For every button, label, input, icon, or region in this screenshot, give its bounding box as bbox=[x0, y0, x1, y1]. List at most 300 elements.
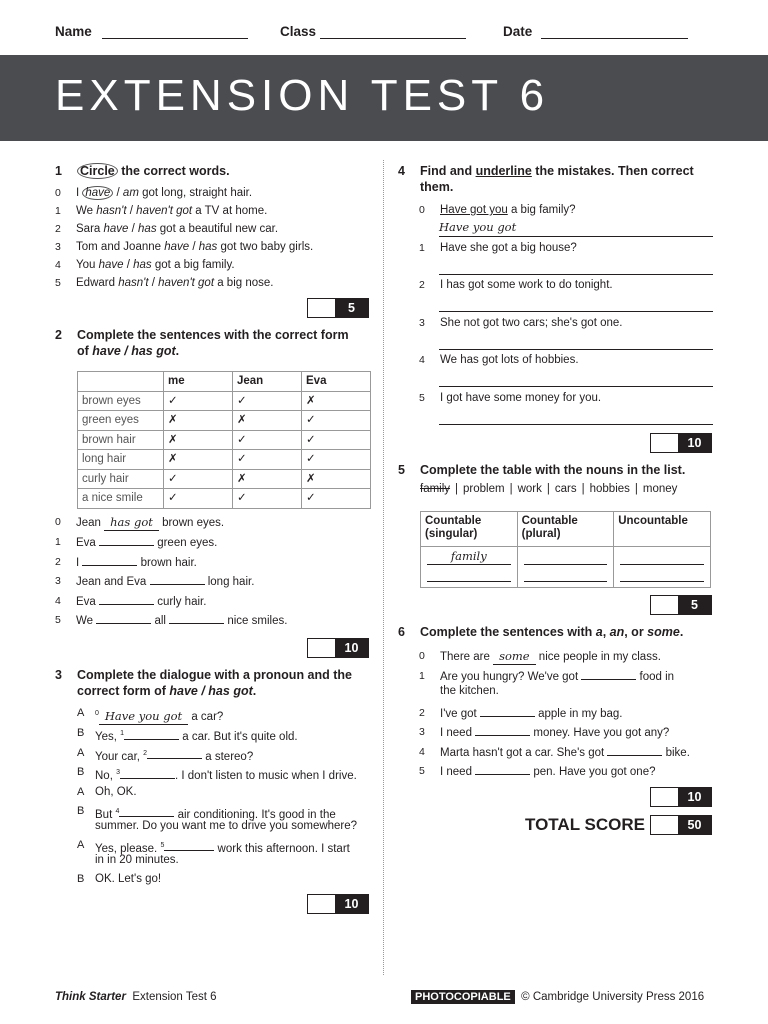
class-field[interactable] bbox=[320, 38, 466, 39]
header-line: (plural) bbox=[521, 528, 561, 540]
q5-word-list bbox=[420, 483, 677, 495]
answer-blank[interactable] bbox=[607, 745, 662, 756]
total-score-box[interactable] bbox=[650, 815, 712, 835]
option[interactable]: have bbox=[98, 259, 124, 271]
q5-number: 5 bbox=[398, 463, 405, 477]
table-cell: brown eyes bbox=[78, 391, 164, 411]
answer-blank[interactable] bbox=[164, 840, 214, 851]
q4-number: 4 bbox=[398, 164, 405, 178]
q2-items bbox=[55, 515, 375, 633]
answer-blank[interactable] bbox=[96, 613, 151, 624]
q2-score: 10 bbox=[335, 639, 368, 657]
q5-title: Complete the table with the nouns in the list. bbox=[420, 463, 686, 477]
gap-number: 1 bbox=[120, 730, 125, 737]
item-text: a car. But it's quite old. bbox=[179, 730, 298, 743]
item-text: nice people in my class. bbox=[535, 651, 661, 663]
item-text: brown eyes. bbox=[158, 517, 225, 529]
q4-score-box[interactable] bbox=[650, 433, 712, 453]
item-text: all bbox=[151, 615, 170, 627]
q5-score: 5 bbox=[678, 596, 711, 614]
table-cell: ✓ bbox=[302, 450, 371, 470]
q3-heading bbox=[55, 668, 375, 700]
gap-number: 2 bbox=[143, 749, 148, 757]
answer-blank[interactable] bbox=[475, 764, 530, 775]
underlined-mistake: Have got you bbox=[440, 204, 508, 216]
option[interactable]: has bbox=[198, 241, 218, 253]
speaker-label: B bbox=[77, 727, 85, 739]
table-row bbox=[78, 450, 371, 470]
option[interactable]: hasn't bbox=[96, 205, 127, 217]
dialogue-line bbox=[77, 706, 377, 726]
word-item: problem bbox=[463, 483, 505, 495]
item-text: the kitchen. bbox=[440, 684, 499, 697]
item-sep: / bbox=[113, 187, 123, 199]
dialogue-line bbox=[77, 838, 377, 872]
q4-title-post: the mistakes. Then correct bbox=[531, 164, 694, 178]
q1-item bbox=[55, 222, 375, 240]
item-text: nice smiles. bbox=[224, 615, 288, 627]
q1-item bbox=[55, 186, 375, 204]
item-number: 5 bbox=[55, 277, 61, 289]
q1-items bbox=[55, 186, 375, 294]
item-text: green eyes. bbox=[154, 537, 218, 549]
correction-line[interactable] bbox=[439, 220, 713, 237]
table-cell: ✗ bbox=[233, 469, 302, 489]
footer-copyright: © Cambridge University Press 2016 bbox=[521, 991, 705, 1003]
item-text: got a big family. bbox=[151, 259, 235, 271]
item-text: Edward bbox=[76, 277, 119, 289]
item-text: apple in my bag. bbox=[534, 707, 623, 720]
item-text: We has got lots of hobbies. bbox=[440, 354, 579, 366]
q2-table bbox=[77, 371, 371, 509]
table-cell: ✗ bbox=[164, 430, 233, 450]
item-text: bike. bbox=[662, 746, 690, 759]
item-text: a big family? bbox=[507, 204, 576, 216]
q3-number: 3 bbox=[55, 668, 62, 682]
q4-item bbox=[419, 353, 713, 391]
item-text: Marta hasn't got a car. She's got bbox=[440, 746, 608, 759]
speaker-label: B bbox=[77, 766, 85, 778]
q2-item bbox=[55, 613, 375, 633]
option[interactable]: am bbox=[122, 187, 139, 199]
correction-line[interactable] bbox=[439, 258, 713, 275]
answer-blank[interactable] bbox=[524, 550, 608, 565]
q4-item bbox=[419, 278, 713, 316]
header-line: Countable bbox=[425, 515, 482, 527]
table-row bbox=[78, 391, 371, 411]
item-number: 2 bbox=[419, 706, 425, 719]
correction-line[interactable] bbox=[439, 333, 713, 350]
header-line: (singular) bbox=[425, 528, 478, 540]
gap-number: 5 bbox=[160, 841, 165, 849]
item-number: 4 bbox=[419, 354, 425, 366]
answer-blank[interactable] bbox=[524, 567, 608, 582]
option[interactable]: has bbox=[133, 259, 152, 271]
q3-score-box[interactable] bbox=[307, 894, 369, 914]
q4-title-underline: underline bbox=[475, 164, 532, 178]
item-number: 3 bbox=[419, 726, 425, 738]
speaker-label: A bbox=[77, 707, 85, 719]
q2-heading bbox=[55, 328, 375, 360]
item-text: summer. Do you want me to drive you somewhere? bbox=[95, 819, 358, 832]
answer-blank[interactable] bbox=[169, 613, 224, 624]
word-item: work bbox=[517, 483, 542, 495]
q6-sep: , bbox=[602, 625, 610, 639]
item-text: Jean bbox=[76, 517, 105, 529]
q6-option: an bbox=[609, 625, 625, 639]
item-text: Sara bbox=[76, 223, 104, 235]
answer-blank[interactable] bbox=[99, 535, 154, 546]
q4-items bbox=[419, 203, 713, 428]
item-sep: / bbox=[189, 241, 199, 253]
word-item: money bbox=[642, 483, 678, 495]
word-separator: | bbox=[581, 483, 585, 495]
dialogue-line bbox=[77, 746, 377, 766]
table-cell: ✓ bbox=[302, 411, 371, 431]
item-text: a TV at home. bbox=[192, 205, 268, 217]
gap-number: 4 bbox=[115, 807, 120, 815]
item-text: But bbox=[95, 808, 116, 821]
item-text: I need bbox=[440, 727, 476, 739]
item-number: 1 bbox=[55, 205, 61, 217]
answer-blank[interactable] bbox=[82, 555, 137, 566]
item-text: brown hair. bbox=[137, 556, 197, 569]
item-number: 4 bbox=[55, 594, 61, 607]
class-label: Class bbox=[280, 24, 317, 39]
item-sep: / bbox=[123, 259, 134, 271]
item-text: I has got some work to do tonight. bbox=[440, 279, 613, 291]
item-number: 0 bbox=[55, 187, 61, 199]
item-text: got long, straight hair. bbox=[138, 187, 253, 199]
q6-sep: , or bbox=[624, 625, 648, 639]
table-cell: a nice smile bbox=[78, 489, 164, 509]
table-header-cell bbox=[78, 372, 164, 392]
footer-right bbox=[411, 991, 704, 1003]
handwritten-answer: Have you got bbox=[439, 220, 517, 234]
q4-title-line2: them. bbox=[420, 180, 454, 194]
table-header-cell bbox=[517, 512, 614, 547]
table-row bbox=[78, 469, 371, 489]
table-header-row bbox=[78, 372, 371, 392]
table-cell: ✗ bbox=[164, 411, 233, 431]
table-cell: ✓ bbox=[233, 430, 302, 450]
dialogue-line bbox=[77, 785, 377, 804]
q6-item bbox=[419, 649, 713, 669]
item-sep: / bbox=[148, 277, 159, 289]
speaker-label: A bbox=[77, 746, 85, 759]
word-separator: | bbox=[509, 483, 513, 495]
item-number: 1 bbox=[419, 241, 425, 254]
table-cell: brown hair bbox=[78, 430, 164, 450]
correction-line[interactable] bbox=[439, 295, 713, 312]
option[interactable]: have bbox=[164, 241, 190, 253]
q6-title-pre: Complete the sentences with bbox=[420, 625, 596, 639]
item-number: 0 bbox=[419, 650, 425, 662]
dialogue-line bbox=[77, 872, 377, 891]
q4-item bbox=[419, 391, 713, 429]
table-cell: ✗ bbox=[302, 391, 371, 411]
header-line: Uncountable bbox=[618, 515, 688, 527]
item-text: Eva bbox=[76, 595, 100, 608]
dialogue-line bbox=[77, 804, 377, 838]
q1-item bbox=[55, 258, 375, 276]
answer-blank[interactable] bbox=[147, 748, 202, 759]
option[interactable]: has bbox=[138, 223, 157, 235]
q2-title-em: have / has got bbox=[92, 344, 176, 358]
name-field[interactable] bbox=[102, 38, 248, 39]
q1-circle-word: Circle bbox=[77, 163, 118, 179]
item-text: . I don't listen to music when I drive. bbox=[175, 769, 357, 782]
table-cell: ✓ bbox=[302, 489, 371, 509]
speaker-label: A bbox=[77, 838, 85, 851]
footer-test: Extension Test 6 bbox=[132, 991, 217, 1003]
answer-blank[interactable] bbox=[620, 567, 704, 582]
table-cell[interactable] bbox=[517, 547, 614, 588]
table-cell: ✗ bbox=[164, 450, 233, 470]
item-text: work this afternoon. I start bbox=[214, 842, 350, 855]
q2-title-post: . bbox=[175, 344, 180, 358]
item-text: Are you hungry? We've got bbox=[440, 670, 582, 683]
gap-number: 3 bbox=[116, 769, 120, 776]
q6-option: some bbox=[647, 625, 680, 639]
item-sep: / bbox=[126, 205, 137, 217]
item-number: 2 bbox=[419, 279, 425, 291]
header-line: Countable bbox=[521, 515, 578, 527]
item-text: money. Have you got any? bbox=[530, 727, 670, 739]
table-row bbox=[78, 411, 371, 431]
q2-item bbox=[55, 515, 375, 535]
q5-table bbox=[420, 511, 711, 588]
table-cell: green eyes bbox=[78, 411, 164, 431]
q6-number: 6 bbox=[398, 625, 405, 639]
item-text: a stereo? bbox=[202, 750, 254, 763]
footer-book: Think Starter bbox=[55, 991, 126, 1003]
q1-item bbox=[55, 240, 375, 258]
q4-item bbox=[419, 316, 713, 354]
word-separator: | bbox=[455, 483, 459, 495]
table-header-cell: Jean bbox=[233, 372, 302, 392]
item-number: 3 bbox=[55, 575, 61, 587]
circled-answer[interactable]: have bbox=[82, 186, 113, 200]
table-cell: ✗ bbox=[302, 469, 371, 489]
q3-title-pre: correct form of bbox=[77, 684, 170, 698]
item-text: a car? bbox=[188, 710, 224, 723]
q1-title: the correct words. bbox=[117, 164, 230, 178]
q6-score: 10 bbox=[678, 788, 711, 806]
item-text: I got have some money for you. bbox=[440, 391, 602, 404]
table-row bbox=[78, 430, 371, 450]
item-number: 4 bbox=[419, 745, 425, 758]
word-separator: | bbox=[634, 483, 638, 495]
table-row bbox=[78, 489, 371, 509]
q3-title-line1: Complete the dialogue with a pronoun and the bbox=[77, 668, 352, 682]
item-text: We bbox=[76, 205, 97, 217]
word-item: family bbox=[420, 483, 451, 495]
handwritten-answer: has got bbox=[104, 515, 159, 531]
item-number: 0 bbox=[419, 204, 425, 216]
item-number: 5 bbox=[419, 391, 425, 404]
word-item: cars bbox=[554, 483, 577, 495]
item-text: in in 20 minutes. bbox=[95, 853, 179, 866]
word-separator: | bbox=[546, 483, 550, 495]
answer-blank[interactable] bbox=[150, 574, 205, 585]
footer-left bbox=[55, 991, 217, 1003]
speaker-label: A bbox=[77, 785, 85, 798]
item-text: Tom and Joanne bbox=[76, 241, 165, 253]
answer-blank[interactable] bbox=[119, 806, 174, 817]
q1-score-box[interactable] bbox=[307, 298, 369, 318]
date-field[interactable] bbox=[541, 38, 688, 39]
q1-item bbox=[55, 204, 375, 222]
q6-option: a bbox=[595, 625, 603, 639]
q1-item bbox=[55, 276, 375, 294]
q2-title-line1: Complete the sentences with the correct form bbox=[77, 328, 349, 342]
q6-item bbox=[419, 745, 713, 765]
table-cell: long hair bbox=[78, 450, 164, 470]
handwritten-answer: family bbox=[450, 549, 487, 563]
item-text: OK. Let's go! bbox=[95, 872, 162, 885]
item-number: 3 bbox=[419, 316, 425, 329]
item-text: No, bbox=[95, 769, 117, 782]
q6-score-box[interactable] bbox=[650, 787, 712, 807]
item-text: I need bbox=[440, 766, 476, 778]
answer-blank[interactable] bbox=[480, 706, 535, 717]
item-text: long hair. bbox=[204, 576, 255, 588]
answer-blank[interactable] bbox=[427, 550, 511, 565]
item-number: 2 bbox=[55, 555, 61, 568]
item-text: You bbox=[76, 259, 99, 271]
answer-blank[interactable] bbox=[120, 768, 175, 779]
q6-item bbox=[419, 764, 713, 784]
item-text: We bbox=[76, 615, 97, 627]
table-header-cell bbox=[614, 512, 711, 547]
item-text: I bbox=[76, 556, 83, 569]
table-cell: ✓ bbox=[233, 450, 302, 470]
correction-line[interactable] bbox=[439, 408, 713, 425]
q6-item bbox=[419, 725, 713, 745]
q1-number: 1 bbox=[55, 164, 62, 178]
option[interactable]: hasn't bbox=[118, 277, 149, 289]
q3-title-post: . bbox=[252, 684, 257, 698]
q2-item bbox=[55, 535, 375, 555]
table-cell: ✓ bbox=[233, 489, 302, 509]
item-text: food in bbox=[636, 670, 675, 683]
q6-item bbox=[419, 669, 713, 706]
option[interactable]: haven't got bbox=[136, 205, 193, 217]
q2-item bbox=[55, 555, 375, 575]
table-cell: ✓ bbox=[164, 469, 233, 489]
page-title: EXTENSION TEST 6 bbox=[55, 71, 550, 120]
total-score-value: 50 bbox=[678, 816, 711, 834]
item-text: curly hair. bbox=[154, 595, 207, 608]
item-text: pen. Have you got one? bbox=[530, 766, 656, 778]
table-cell: ✓ bbox=[164, 391, 233, 411]
item-text: She not got two cars; she's got one. bbox=[440, 316, 623, 329]
title-band bbox=[0, 55, 768, 141]
table-header-cell bbox=[421, 512, 518, 547]
q3-score: 10 bbox=[335, 895, 368, 913]
item-text: Oh, OK. bbox=[95, 785, 137, 798]
correction-line[interactable] bbox=[439, 370, 713, 387]
table-cell[interactable] bbox=[614, 547, 711, 588]
item-text: got a beautiful new car. bbox=[156, 223, 279, 235]
option[interactable]: haven't got bbox=[158, 277, 215, 289]
item-text: Jean and Eva bbox=[76, 576, 150, 588]
item-text: There are bbox=[440, 651, 494, 663]
item-number: 4 bbox=[55, 259, 61, 271]
date-label: Date bbox=[503, 24, 533, 39]
item-text: air conditioning. It's good in the bbox=[174, 808, 336, 821]
item-text: a big nose. bbox=[214, 277, 274, 289]
dialogue-line bbox=[77, 765, 377, 785]
answer-blank[interactable] bbox=[124, 729, 179, 740]
item-text: got two baby girls. bbox=[217, 241, 314, 253]
item-number: 1 bbox=[419, 669, 425, 682]
answer-blank[interactable] bbox=[475, 725, 530, 736]
q4-title-pre: Find and bbox=[420, 164, 476, 178]
item-number: 1 bbox=[55, 536, 61, 548]
answer-blank[interactable] bbox=[427, 567, 511, 582]
total-score-label: TOTAL SCORE bbox=[525, 815, 645, 834]
table-cell: ✓ bbox=[302, 430, 371, 450]
table-cell[interactable] bbox=[421, 547, 518, 588]
item-text: Your car, bbox=[95, 750, 144, 763]
word-item: hobbies bbox=[589, 483, 630, 495]
answer-blank[interactable] bbox=[620, 550, 704, 565]
item-text: I've got bbox=[440, 707, 480, 720]
item-text: Yes, bbox=[95, 730, 121, 743]
answer-blank[interactable] bbox=[581, 669, 636, 680]
q1-score: 5 bbox=[335, 299, 368, 317]
q2-item bbox=[55, 574, 375, 594]
q4-item bbox=[419, 241, 713, 279]
dialogue-line bbox=[77, 726, 377, 746]
table-row bbox=[421, 547, 711, 588]
table-header-cell: Eva bbox=[302, 372, 371, 392]
item-text: I bbox=[76, 187, 83, 199]
speaker-label: B bbox=[77, 872, 85, 885]
q5-score-box[interactable] bbox=[650, 595, 712, 615]
q2-item bbox=[55, 594, 375, 614]
item-number: 2 bbox=[55, 223, 61, 235]
q6-item bbox=[419, 706, 713, 726]
table-cell: ✗ bbox=[233, 411, 302, 431]
q2-title-pre: of bbox=[77, 344, 93, 358]
option[interactable]: have bbox=[103, 223, 129, 235]
q6-items bbox=[419, 649, 713, 784]
q2-score-box[interactable] bbox=[307, 638, 369, 658]
name-label: Name bbox=[55, 24, 92, 39]
item-sep: / bbox=[128, 223, 139, 235]
handwritten-answer: some bbox=[493, 649, 536, 665]
handwritten-answer: Have you got bbox=[99, 709, 188, 725]
q4-score: 10 bbox=[678, 434, 711, 452]
table-cell: ✓ bbox=[233, 391, 302, 411]
q3-dialogue bbox=[77, 706, 377, 891]
q4-heading bbox=[398, 164, 718, 196]
gap-number: 0 bbox=[95, 710, 99, 717]
speaker-label: B bbox=[77, 804, 85, 817]
table-cell: ✓ bbox=[164, 489, 233, 509]
column-divider bbox=[383, 160, 384, 975]
answer-blank[interactable] bbox=[99, 594, 154, 605]
photocopiable-badge: PHOTOCOPIABLE bbox=[411, 990, 515, 1004]
q4-item bbox=[419, 203, 713, 241]
item-number: 0 bbox=[55, 516, 61, 528]
q3-title-em: have / has got bbox=[169, 684, 253, 698]
q6-title-end: . bbox=[679, 625, 684, 639]
item-number: 5 bbox=[419, 765, 425, 777]
